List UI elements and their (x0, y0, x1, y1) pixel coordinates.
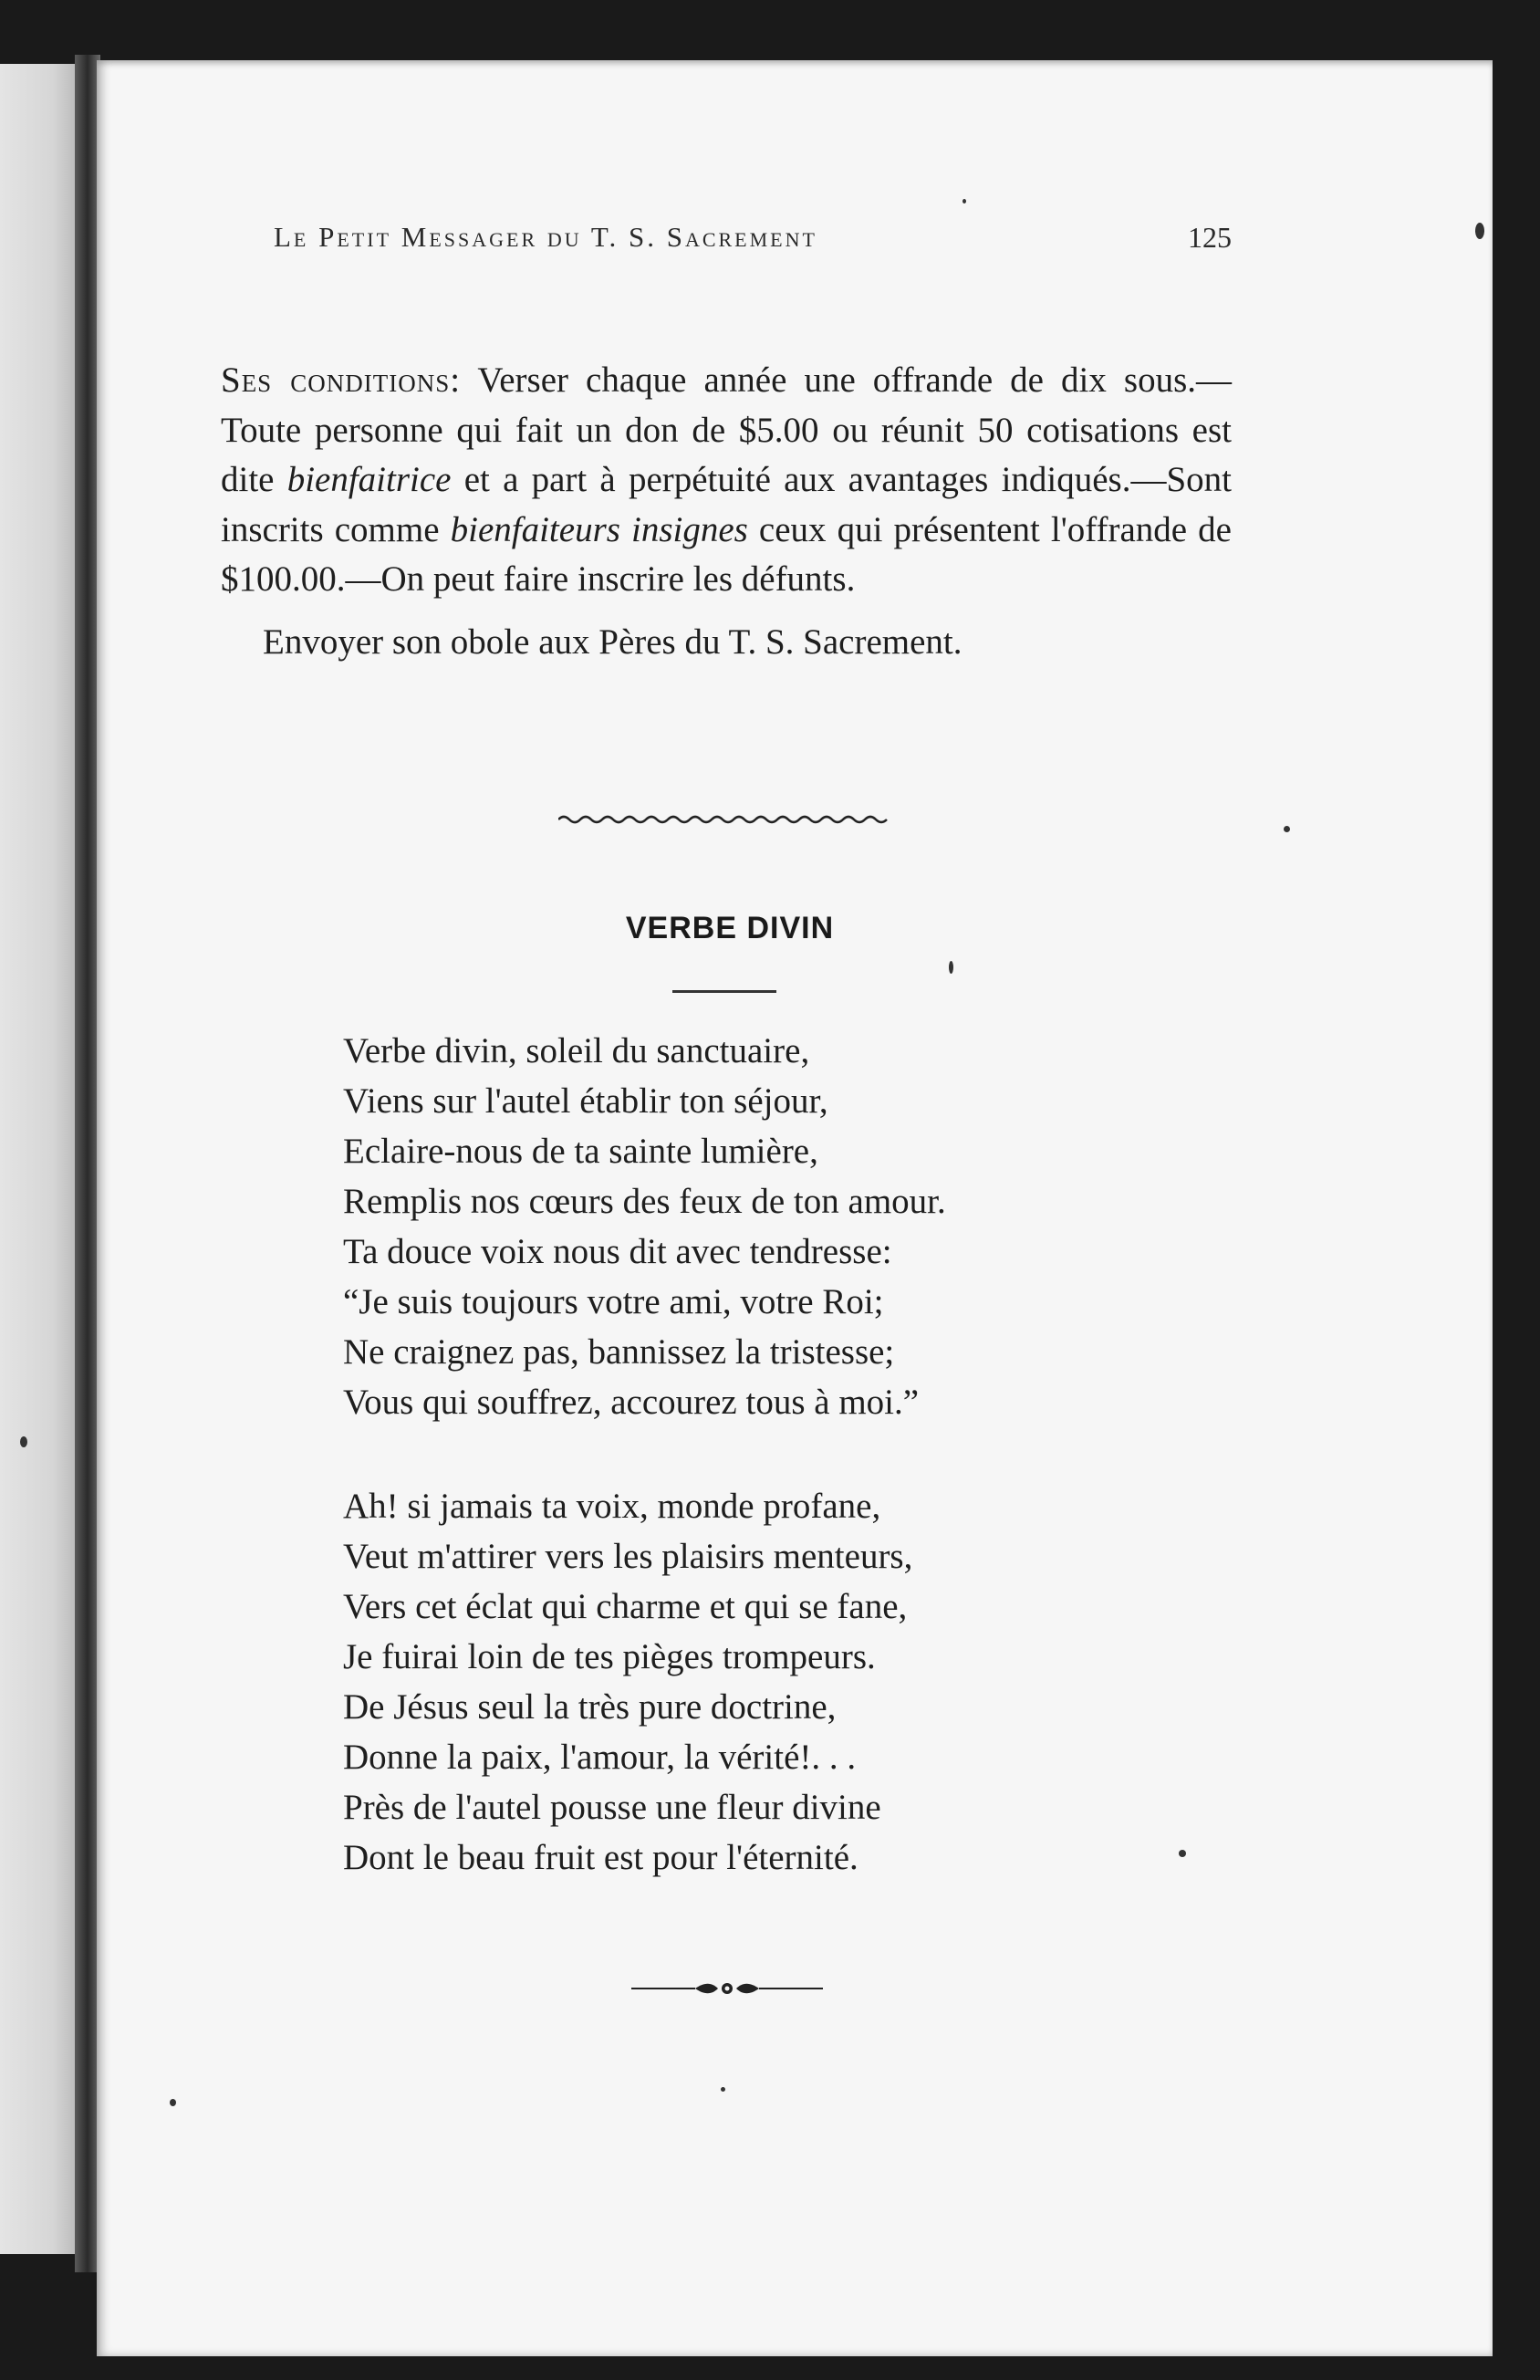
verse-line: Ne craignez pas, bannissez la tristesse; (343, 1332, 895, 1372)
verse-line: De Jésus seul la très pure doctrine, (343, 1687, 837, 1727)
scan-speck (170, 2099, 176, 2106)
verse-line: Ah! si jamais ta voix, monde profane, (343, 1487, 881, 1526)
scan-speck (1475, 223, 1484, 239)
conditions-term-bienfaiteurs: bienfaiteurs insignes (450, 509, 748, 549)
scan-speck (1179, 1850, 1186, 1857)
conditions-text-c: ceux qui présentent l'offrande de $100.00.—On peut faire inscrire les défunts. (221, 509, 1232, 599)
verse-line: Je fuirai loin de tes pièges trompeurs. (343, 1637, 876, 1676)
verse-line: Verbe divin, soleil du sanctuaire, (343, 1031, 810, 1070)
conditions-section (221, 356, 1232, 667)
conditions-text-a: Verser chaque année une offrande de dix sous.—Toute personne qui fait un don de $5.00 ou réunit 50 cotisations est dite (221, 360, 1232, 499)
page-number: 125 (1188, 221, 1232, 254)
verse-line: Eclaire-nous de ta sainte lumière, (343, 1132, 818, 1171)
title-underline-rule (672, 990, 776, 993)
conditions-term-bienfaitrice: bienfaitrice (286, 460, 452, 499)
verse-line: Donne la paix, l'amour, la vérité!. . . (343, 1738, 857, 1777)
facing-page-edge (0, 64, 75, 2254)
poem-title: VERBE DIVIN (625, 911, 835, 945)
scan-speck (20, 1436, 27, 1447)
conditions-paragraph (221, 356, 1232, 605)
scan-speck (721, 2087, 725, 2092)
conditions-text-b: et a part à perpétuité aux avantages indiqués.—Sont inscrits comme (221, 460, 1232, 549)
running-head (274, 221, 1232, 276)
wavy-rule-ornament (558, 810, 890, 829)
fleuron-rule-ornament (631, 1980, 823, 1997)
verse-line: “Je suis toujours votre ami, votre Roi; (343, 1282, 884, 1321)
running-head-title: Le Petit Messager du T. S. Sacrement (274, 221, 817, 253)
poem-stanza-2 (343, 1481, 912, 1883)
verse-line: Vers cet éclat qui charme et qui se fane, (343, 1587, 908, 1626)
verse-line: Ta douce voix nous dit avec tendresse: (343, 1232, 892, 1271)
conditions-lead: Ses conditions: (221, 360, 462, 400)
verse-line: Près de l'autel pousse une fleur divine (343, 1788, 881, 1827)
scan-speck (949, 961, 953, 974)
poem-stanza-1 (343, 1026, 946, 1427)
verse-line: Viens sur l'autel établir ton séjour, (343, 1081, 828, 1121)
verse-line: Vous qui souffrez, accourez tous à moi.” (343, 1383, 920, 1422)
scan-speck (1284, 826, 1290, 832)
verse-line: Remplis nos cœurs des feux de ton amour. (343, 1182, 946, 1221)
send-offering-line: Envoyer son obole aux Pères du T. S. Sacrement. (263, 621, 962, 662)
verse-line: Veut m'attirer vers les plaisirs menteurs, (343, 1537, 913, 1576)
verse-line: Dont le beau fruit est pour l'éternité. (343, 1838, 858, 1877)
scan-speck (962, 199, 966, 204)
